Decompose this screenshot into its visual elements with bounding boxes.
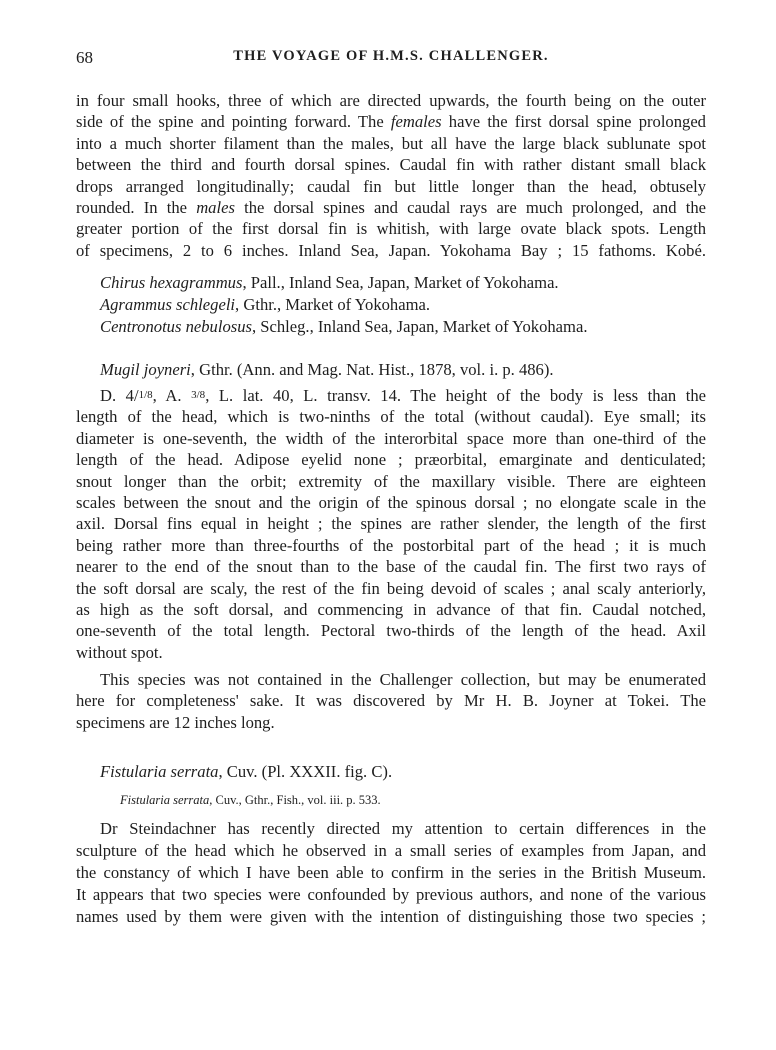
- species-discussion: [76, 818, 706, 928]
- paragraph-continuation: [76, 90, 706, 261]
- species-name: Fistularia serrata: [100, 762, 219, 781]
- species-heading: [100, 762, 392, 782]
- text-span: D. 4/: [100, 386, 139, 405]
- italic-term: males: [196, 198, 235, 218]
- species-name: Fistularia serrata: [120, 793, 210, 807]
- text-line: sculpture of the head which he observed in a small series of examples from Japan, and: [76, 841, 706, 860]
- text-line: one-seventh of the total length. Pectoral two-thirds of the length of the head. Axil: [76, 621, 706, 641]
- text-line: nearer to the end of the snout than to the base of the caudal fin. The first two rays of: [76, 557, 706, 577]
- text-line: greater portion of the first dorsal fin is whitish, with large ovate black spots. Length: [76, 219, 706, 239]
- text-line: length of the head, which is two-ninths of the total (without caudal). Eye small; its: [76, 407, 706, 427]
- text-line: in four small hooks, three of which are directed upwards, the fourth being on the outer: [76, 91, 706, 110]
- species-name: Chirus hexagrammus: [100, 273, 243, 292]
- species-reference: [120, 793, 381, 808]
- page-header: [76, 44, 706, 70]
- text-line: being rather more than three-fourths of the postorbital part of the head ; it is much: [76, 535, 706, 555]
- text-span: the dorsal spines and caudal rays are much prolonged, and the: [234, 198, 706, 218]
- text-line: specimens are 12 inches long.: [76, 712, 275, 732]
- text-line: names used by them were given with the intention of distinguishing those two species ;: [76, 907, 706, 926]
- text-span: , A.: [152, 386, 192, 405]
- text-line: here for completeness' sake. It was discovered by Mr H. B. Joyner at Tokei. The: [76, 691, 706, 711]
- fraction: 1/8: [138, 389, 153, 401]
- species-citation: , Cuv. (Pl. XXXII. fig. C).: [218, 762, 393, 781]
- species-name: Centronotus nebulosus: [100, 317, 252, 336]
- text-line: [76, 111, 706, 132]
- text-span: , L. lat. 40, L. transv. 14. The height of the body is less than the: [205, 386, 707, 405]
- text-line: This species was not contained in the Challenger collection, but may be enumerated: [100, 670, 706, 689]
- text-line: the constancy of which I have been able to confirm in the series in the British Museum.: [76, 863, 706, 882]
- text-line: axil. Dorsal fins equal in height ; the spines are rather slender, the length of the first: [76, 514, 706, 534]
- running-title: THE VOYAGE OF H.M.S. CHALLENGER.: [233, 48, 549, 64]
- text-line: without spot.: [76, 642, 163, 662]
- text-line: between the third and fourth dorsal spines. Caudal fin with rather distant small black: [76, 155, 706, 175]
- reference-detail: , Cuv., Gthr., Fish., vol. iii. p. 533.: [209, 793, 381, 807]
- italic-term: females: [390, 112, 442, 132]
- species-description: [76, 385, 706, 663]
- species-detail: , Schleg., Inland Sea, Japan, Market of Yokohama.: [251, 317, 588, 336]
- text-line: scales between the snout and the origin of the spinous dorsal ; no elongate scale in the: [76, 493, 706, 513]
- text-line: as high as the soft dorsal, and commencing in advance of that fin. Caudal notched,: [76, 600, 706, 620]
- text-line: [76, 197, 706, 218]
- text-span: have the first dorsal spine prolonged: [441, 112, 706, 132]
- species-citation: , Gthr. (Ann. and Mag. Nat. Hist., 1878, vol. i. p. 486).: [190, 360, 554, 379]
- species-name: Agrammus schlegeli: [100, 295, 236, 314]
- species-detail: , Gthr., Market of Yokohama.: [235, 295, 431, 314]
- text-span: rounded. In the: [76, 198, 197, 218]
- text-line: into a much shorter filament than the males, but all have the large black sublunate spot: [76, 133, 706, 153]
- text-line: [76, 385, 706, 406]
- text-span: side of the spine and pointing forward. The: [76, 112, 391, 132]
- text-line: Dr Steindachner has recently directed my attention to certain differences in the: [100, 819, 706, 838]
- species-list: [100, 272, 587, 338]
- text-line: snout longer than the orbit; extremity of the maxillary visible. There are eighteen: [76, 471, 706, 491]
- species-entry: [100, 272, 587, 294]
- species-heading: [100, 360, 554, 380]
- text-line: diameter is one-seventh, the width of the interorbital space more than one-third of the: [76, 428, 706, 448]
- species-entry: [100, 294, 587, 316]
- species-entry: [100, 316, 587, 338]
- text-line: of specimens, 2 to 6 inches. Inland Sea, Japan. Yokohama Bay ; 15 fathoms. Kobé.: [76, 240, 706, 260]
- page-number: 68: [76, 48, 93, 67]
- species-note: [76, 669, 706, 733]
- species-detail: , Pall., Inland Sea, Japan, Market of Yokohama.: [242, 273, 559, 292]
- text-line: length of the head. Adipose eyelid none ; præorbital, emarginate and denticulated;: [76, 450, 706, 470]
- text-line: It appears that two species were confounded by previous authors, and none of the various: [76, 885, 706, 904]
- fraction: 3/8: [191, 389, 206, 401]
- text-line: drops arranged longitudinally; caudal fin but little longer than the head, obtusely: [76, 176, 706, 196]
- text-line: the soft dorsal are scaly, the rest of the fin being devoid of scales ; anal scaly anteriorly,: [76, 578, 706, 598]
- species-name: Mugil joyneri: [100, 360, 191, 379]
